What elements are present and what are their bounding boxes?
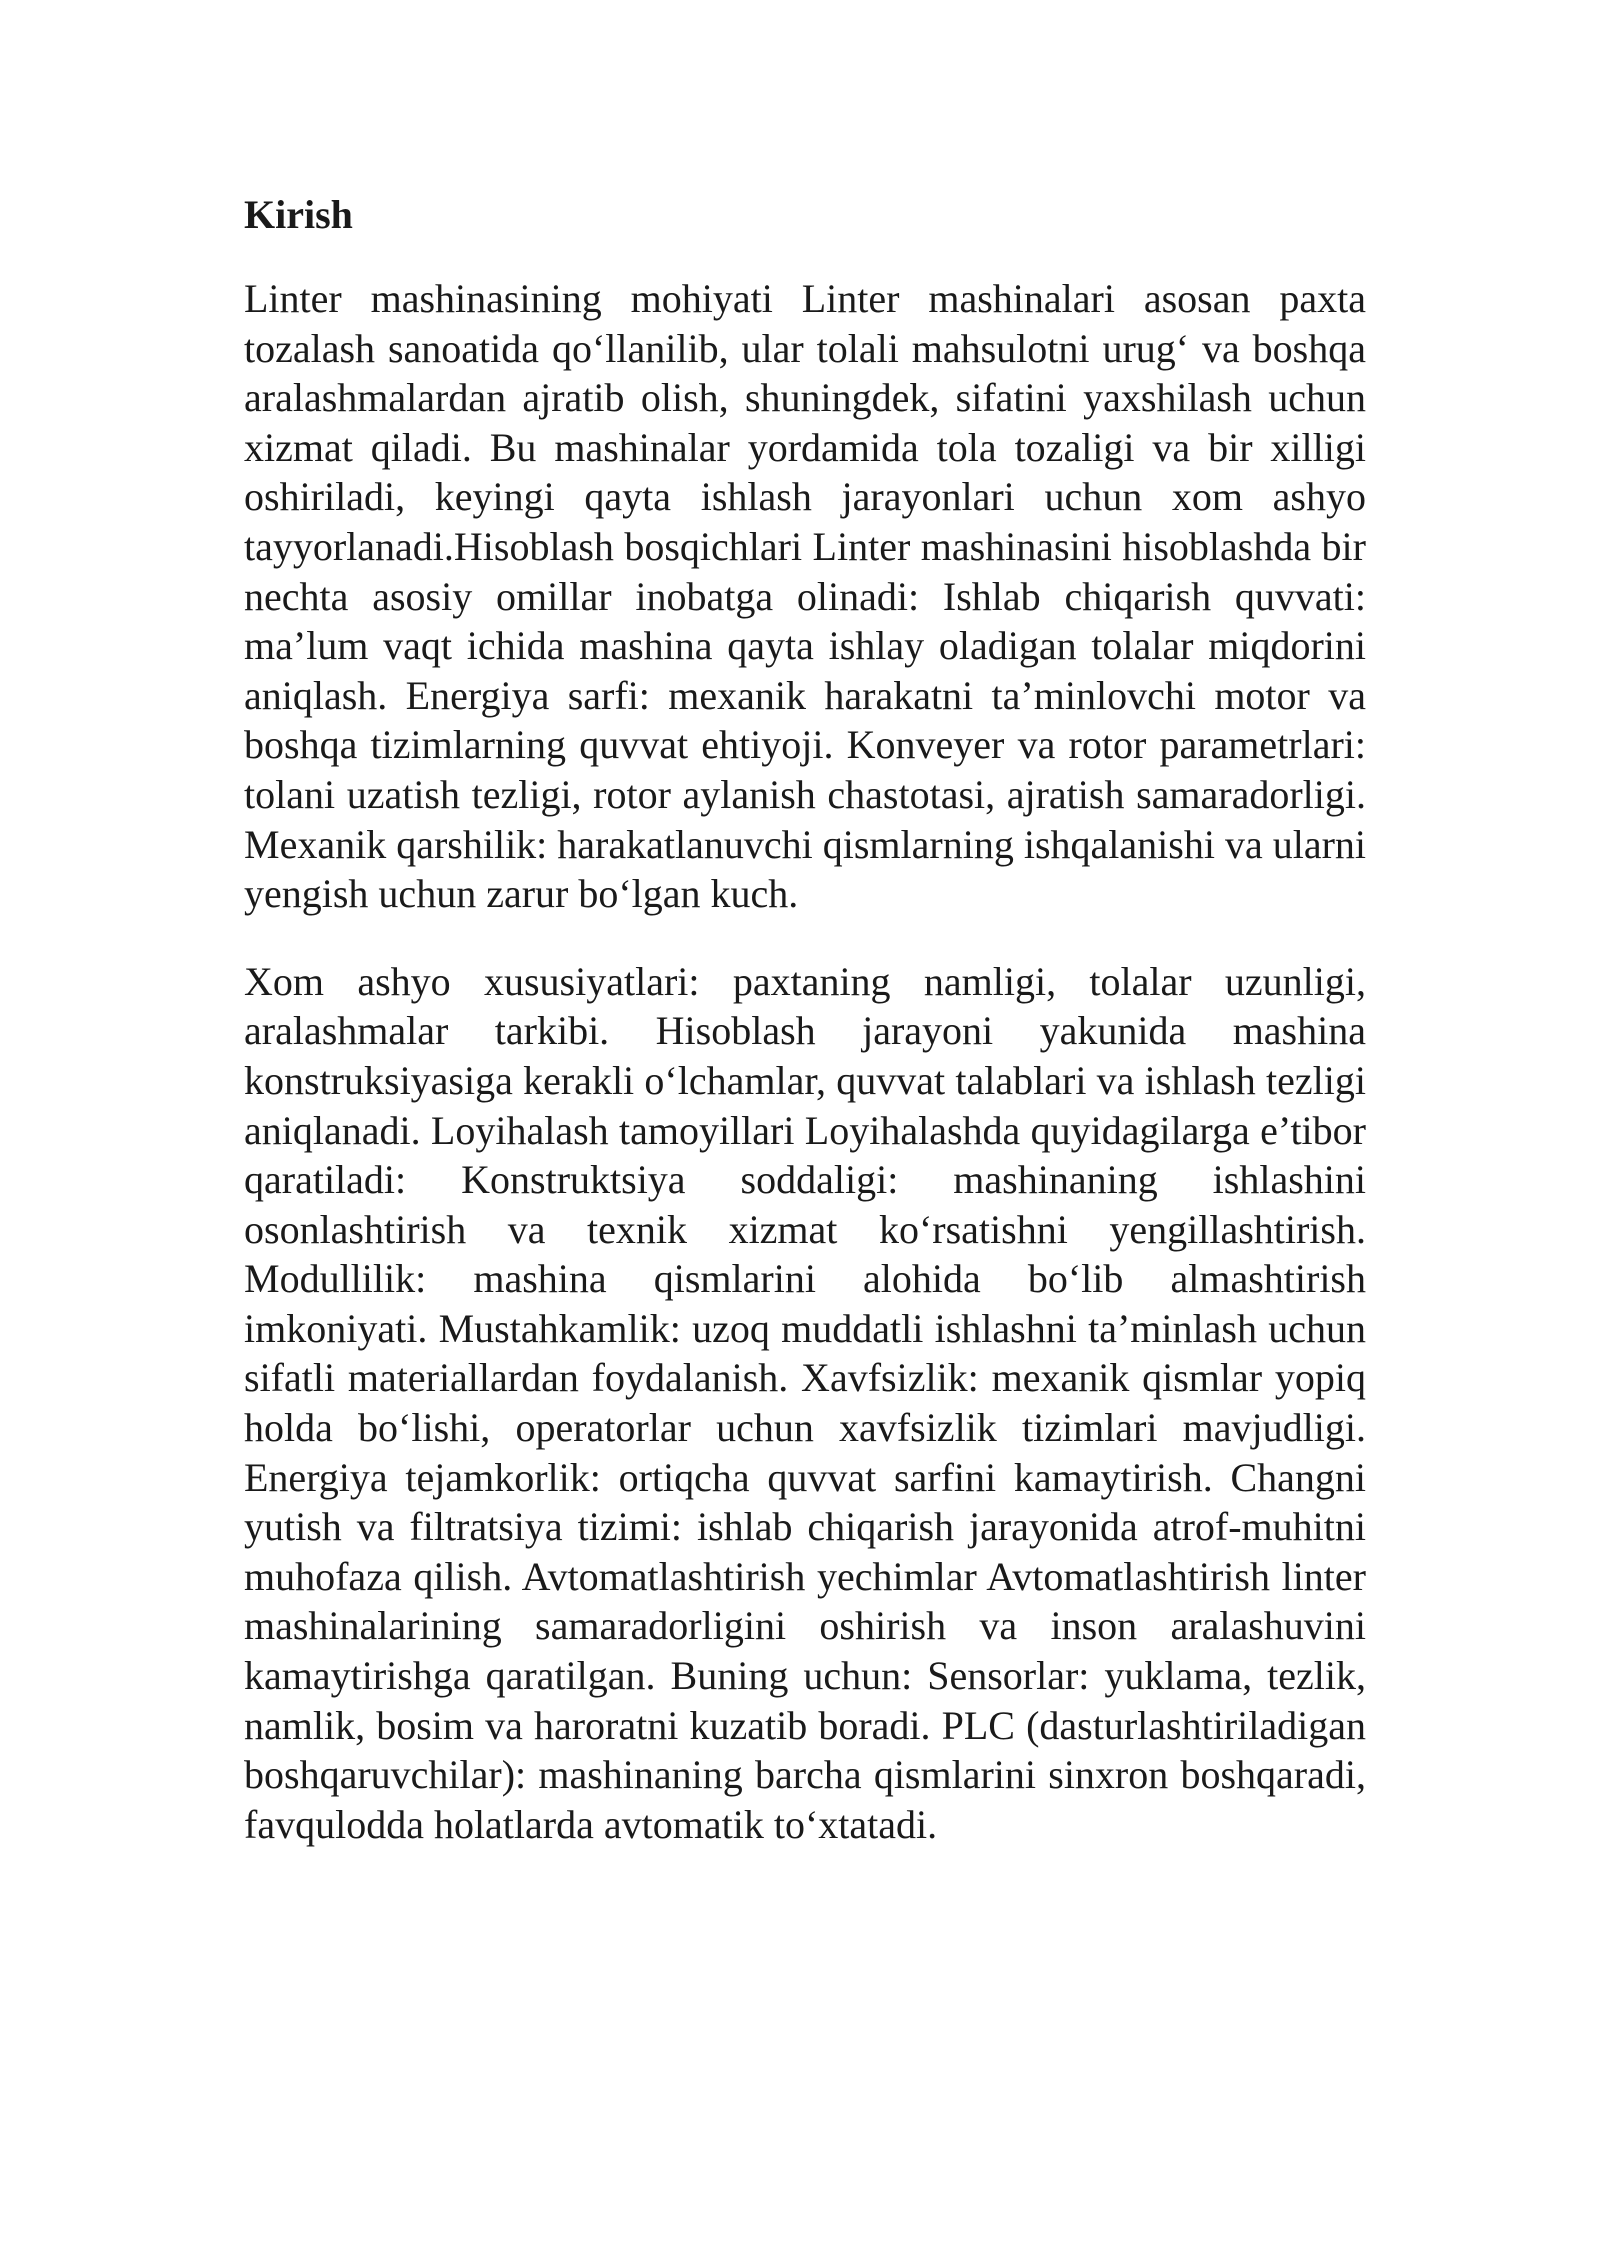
paragraph: Linter mashinasining mohiyati Linter mashinalari asosan paxta tozalash sanoatida qo‘llanilib, ular tolali mahsulotni urug‘ va boshqa aralashmalardan ajratib olish, shuningdek, sifatini yaxshilash uchun xizmat qiladi. Bu mashinalar yordamida tola tozaligi va bir xilligi oshiriladi, keyingi qayta ishlash jarayonlari uchun xom ashyo tayyorlanadi.Hisoblash bosqichlari Linter mashinasini hisoblashda bir nechta asosiy omillar inobatga olinadi: Ishlab chiqarish quvvati: ma’lum vaqt ichida mashina qayta ishlay oladigan tolalar miqdorini aniqlash. Energiya sarfi: mexanik harakatni ta’minlovchi motor va boshqa tizimlarning quvvat ehtiyoji. Konveyer va rotor parametrlari: tolani uzatish tezligi, rotor aylanish chastotasi, ajratish samaradorligi. Mexanik qarshilik: harakatlanuvchi qismlarning ishqalanishi va ularni yengish uchun zarur bo‘lgan kuch. [244,276,1366,917]
document-page [244,190,1366,1887]
paragraph: Xom ashyo xususiyatlari: paxtaning namligi, tolalar uzunligi, aralashmalar tarkibi. Hisoblash jarayoni yakunida mashina konstruksiyasiga kerakli o‘lchamlar, quvvat talablari va ishlash tezligi aniqlanadi. Loyihalash tamoyillari Loyihalashda quyidagilarga e’tibor qaratiladi: Konstruktsiya soddaligi: mashinaning ishlashini osonlashtirish va texnik xizmat ko‘rsatishni yengillashtirish. Modullilik: mashina qismlarini alohida bo‘lib almashtirish imkoniyati. Mustahkamlik: uzoq muddatli ishlashni ta’minlash uchun sifatli materiallardan foydalanish. Xavfsizlik: mexanik qismlar yopiq holda bo‘lishi, operatorlar uchun xavfsizlik tizimlari mavjudligi. Energiya tejamkorlik: ortiqcha quvvat sarfini kamaytirish. Changni yutish va filtratsiya tizimi: ishlab chiqarish jarayonida atrof-muhitni muhofaza qilish. Avtomatlashtirish yechimlar Avtomatlashtirish linter mashinalarining samaradorligini oshirish va inson aralashuvini kamaytirishga qaratilgan. Buning uchun: Sensorlar: yuklama, tezlik, namlik, bosim va haroratni kuzatib boradi. PLC (dasturlashtiriladigan boshqaruvchilar): mashinaning barcha qismlarini sinxron boshqaradi, favqulodda holatlarda avtomatik to‘xtatadi. [244,958,1366,1847]
section-heading: Kirish [244,192,353,237]
